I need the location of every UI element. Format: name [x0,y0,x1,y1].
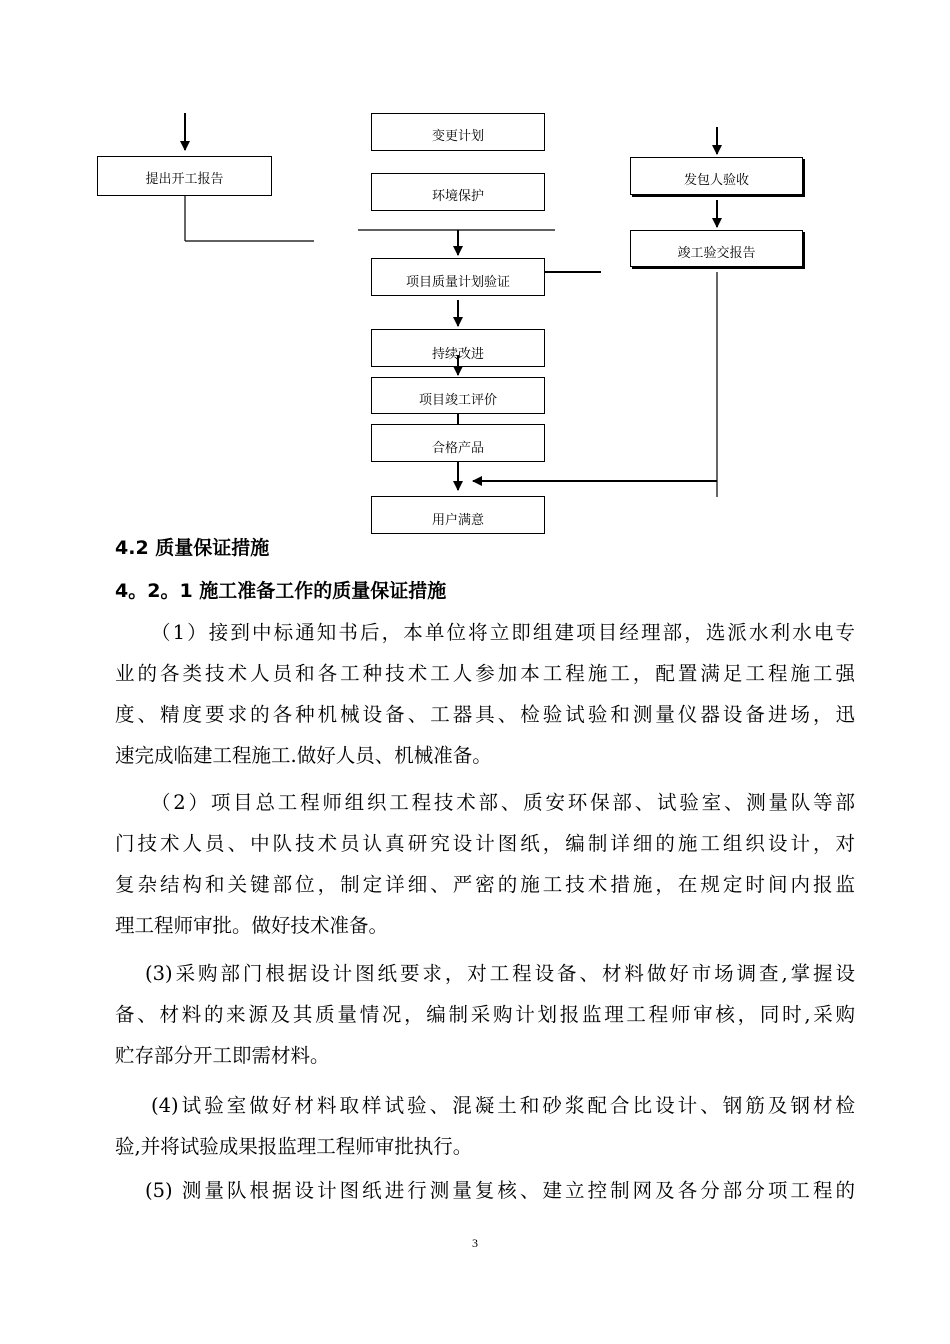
paragraph-line: 贮存部分开工即需材料。 [115,1044,330,1067]
paragraph-5 [115,1170,855,1211]
environment-box [371,173,545,211]
paragraph-line: （2）项目总工程师组织工程技术部、质安环保部、试验室、测量队等部 [151,791,855,814]
evaluation-label: 项目竣工评价 [418,393,497,408]
page-number: 3 [472,1236,478,1250]
paragraph-line: 理工程师审批。做好技术准备。 [115,914,389,937]
improve-box [371,329,545,367]
start-report-box [97,156,272,196]
satisfaction-box [371,496,545,534]
paragraph-4 [115,1085,855,1167]
paragraph-line: 度、精度要求的各种机械设备、工器具、检验试验和测量仪器设备进场，迅 [115,703,855,726]
paragraph-line: 备、材料的来源及其质量情况，编制采购计划报监理工程师审核，同时,采购 [115,1003,855,1026]
paragraph-1 [115,612,855,776]
paragraph-line: (5) 测量队根据设计图纸进行测量复核、建立控制网及各分部分项工程的 [145,1179,855,1202]
improve-label: 持续改进 [431,347,484,362]
paragraph-line: 复杂结构和关键部位，制定详细、严密的施工技术措施，在规定时间内报监 [115,873,855,896]
owner-accept-box [630,157,803,195]
quality-flowchart [0,0,950,540]
completion-report-box [630,230,803,267]
quality-plan-box [371,258,545,296]
owner-accept-label: 发包人验收 [683,173,749,188]
paragraph-line: 验,并将试验成果报监理工程师审批执行。 [115,1135,473,1158]
change-plan-label: 变更计划 [431,129,484,144]
paragraph-line: (3)采购部门根据设计图纸要求，对工程设备、材料做好市场调查,掌握设 [145,962,855,985]
evaluation-box [371,377,545,414]
subsection-heading: 4。2。1 施工准备工作的质量保证措施 [115,580,447,602]
paragraph-line: 速完成临建工程施工.做好人员、机械准备。 [115,744,492,767]
completion-report-label: 竣工验交报告 [677,246,756,261]
section-heading: 4.2 质量保证措施 [115,537,270,559]
start-report-label: 提出开工报告 [145,172,224,187]
paragraph-line: (4)试验室做好材料取样试验、混凝土和砂浆配合比设计、钢筋及钢材检 [151,1094,855,1117]
qualified-label: 合格产品 [431,441,484,456]
change-plan-box [371,113,545,151]
quality-plan-label: 项目质量计划验证 [405,275,510,290]
environment-label: 环境保护 [431,189,484,204]
satisfaction-label: 用户满意 [431,513,484,528]
paragraph-line: 门技术人员、中队技术员认真研究设计图纸，编制详细的施工组织设计，对 [115,832,855,855]
qualified-box [371,424,545,462]
paragraph-2 [115,782,855,946]
paragraph-line: 业的各类技术人员和各工种技术工人参加本工程施工，配置满足工程施工强 [115,662,855,685]
paragraph-line: （1）接到中标通知书后，本单位将立即组建项目经理部，选派水利水电专 [151,621,855,644]
paragraph-3 [115,953,855,1076]
